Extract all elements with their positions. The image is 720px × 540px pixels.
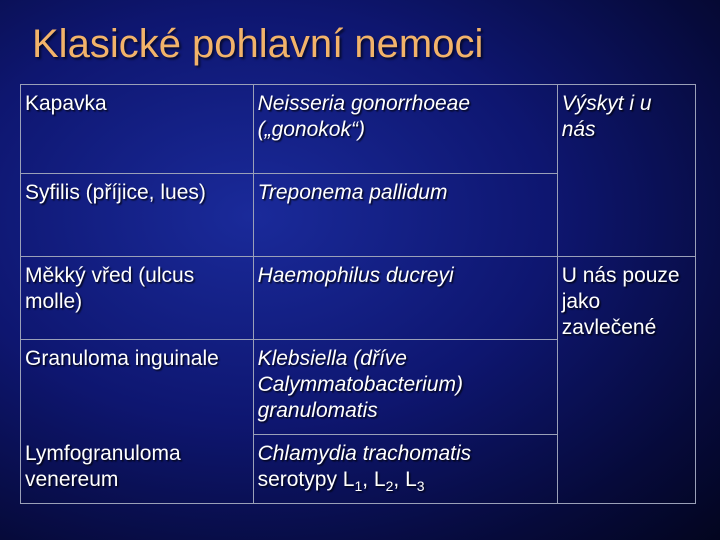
table-row: [21, 257, 696, 340]
serotype-sub: 1: [354, 478, 363, 495]
serotypes-label: serotypy L: [257, 468, 355, 491]
serotype-sep: , L: [393, 468, 417, 491]
slide-title: Klasické pohlavní nemoci: [32, 22, 484, 66]
table-row: [21, 85, 696, 174]
agent-cell: Treponema pallidum: [253, 174, 557, 257]
agent-cell: Haemophilus ducreyi: [253, 257, 557, 340]
occurrence-cell: U nás pouze jako zavlečené: [557, 257, 695, 504]
disease-cell: Syfilis (příjice, lues): [21, 174, 254, 257]
agent-cell: [253, 435, 557, 504]
disease-cell: Granuloma inguinale: [21, 340, 254, 435]
agent-name: Chlamydia trachomatis: [257, 442, 472, 465]
serotype-sep: , L: [362, 468, 386, 491]
agent-cell: Klebsiella (dříve Calymmatobacterium) granulomatis: [253, 340, 557, 435]
diseases-table: [20, 84, 696, 504]
disease-cell: Měkký vřed (ulcus molle): [21, 257, 254, 340]
serotype-sub: 3: [416, 478, 425, 495]
occurrence-cell: Výskyt i u nás: [557, 85, 695, 257]
disease-cell: Lymfogranuloma venereum: [21, 435, 254, 504]
agent-cell: Neisseria gonorrhoeae („gonokok“): [253, 85, 557, 174]
disease-cell: Kapavka: [21, 85, 254, 174]
serotype-sub: 2: [385, 478, 394, 495]
